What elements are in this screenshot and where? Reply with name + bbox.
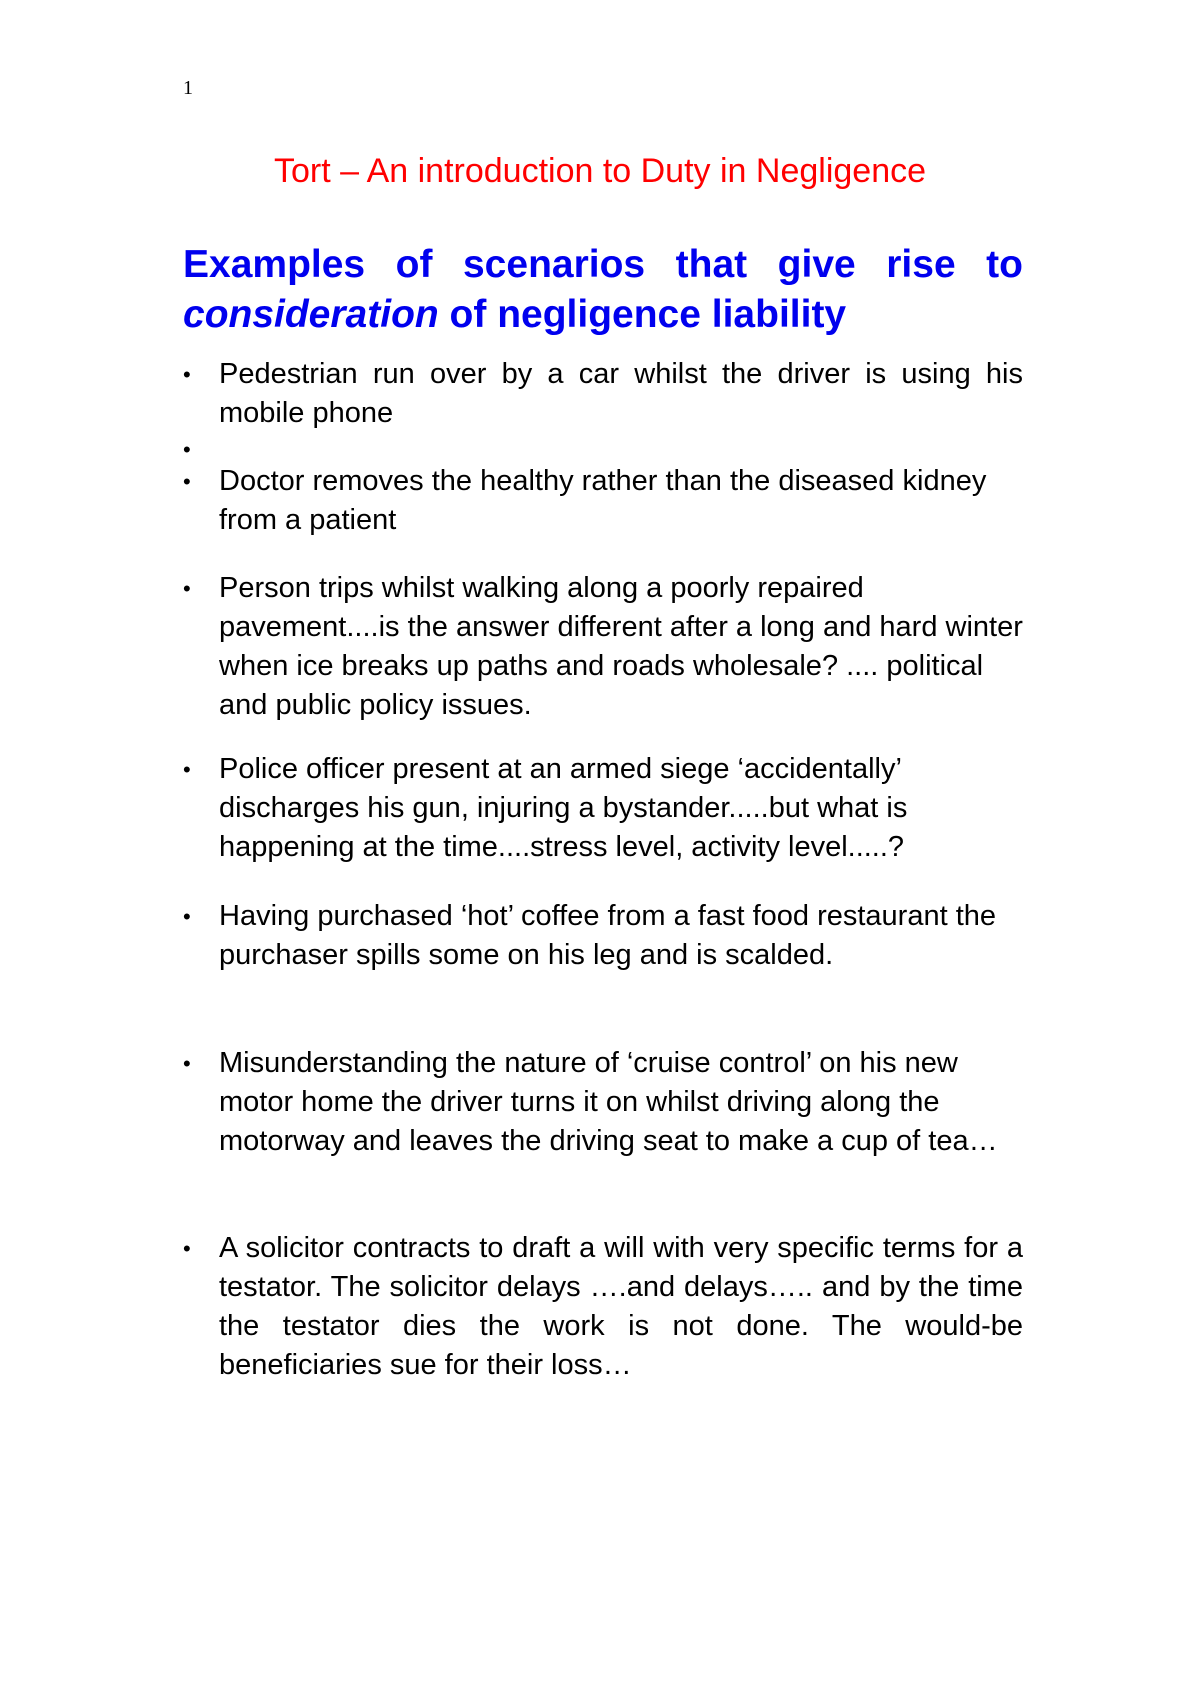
- list-item: [183, 897, 1023, 975]
- bullet-marker: •: [183, 362, 191, 387]
- list-item-text: Police officer present at an armed siege ‘accidentally’ discharges his gun, injuring a bystander.....but what is happening at the time....stress level, activity level.....?: [219, 753, 908, 863]
- section-heading-line-1: Examples of scenarios that give rise to: [183, 243, 1023, 286]
- page-number: 1: [183, 77, 193, 99]
- list-item: [183, 355, 1023, 433]
- bullet-marker: •: [183, 576, 191, 601]
- list-item: [183, 750, 1023, 867]
- bullet-marker: •: [183, 469, 191, 494]
- bullet-marker: •: [183, 437, 191, 462]
- section-heading-line-2: [183, 290, 1023, 340]
- list-item: [183, 1229, 1023, 1385]
- list-item-text: A solicitor contracts to draft a will with very specific terms for a testator. The solicitor delays ….and delays….. and by the time the testator dies the work is not done. The would-be beneficiaries sue for their loss…: [219, 1232, 1023, 1381]
- list-item-text: Having purchased ‘hot’ coffee from a fast food restaurant the purchaser spills some on his leg and is scalded.: [219, 900, 997, 971]
- bullet-marker: •: [183, 757, 191, 782]
- emphasis-text: consideration: [183, 293, 439, 336]
- list-item: [183, 569, 1023, 725]
- bullet-marker: •: [183, 1236, 191, 1261]
- list-item: [183, 1044, 1023, 1161]
- list-item-text: Misunderstanding the nature of ‘cruise control’ on his new motor home the driver turns it on whilst driving along the motorway and leaves the driving seat to make a cup of tea…: [219, 1047, 998, 1157]
- bullet-marker: •: [183, 904, 191, 929]
- list-item-text: Pedestrian run over by a car whilst the driver is using his mobile phone: [219, 358, 1023, 429]
- document-title: Tort – An introduction to Duty in Negligence: [273, 152, 927, 190]
- section-heading: [183, 240, 1023, 340]
- section-heading-line-2-rest: of negligence liability: [438, 293, 847, 336]
- list-item-text: Doctor removes the healthy rather than the diseased kidney from a patient: [219, 465, 987, 536]
- bullet-marker: •: [183, 1051, 191, 1076]
- list-item-text: Person trips whilst walking along a poorly repaired pavement....is the answer different after a long and hard winter when ice breaks up paths and roads wholesale? .... political and public policy issues.: [219, 572, 1023, 721]
- list-item: [183, 462, 1023, 540]
